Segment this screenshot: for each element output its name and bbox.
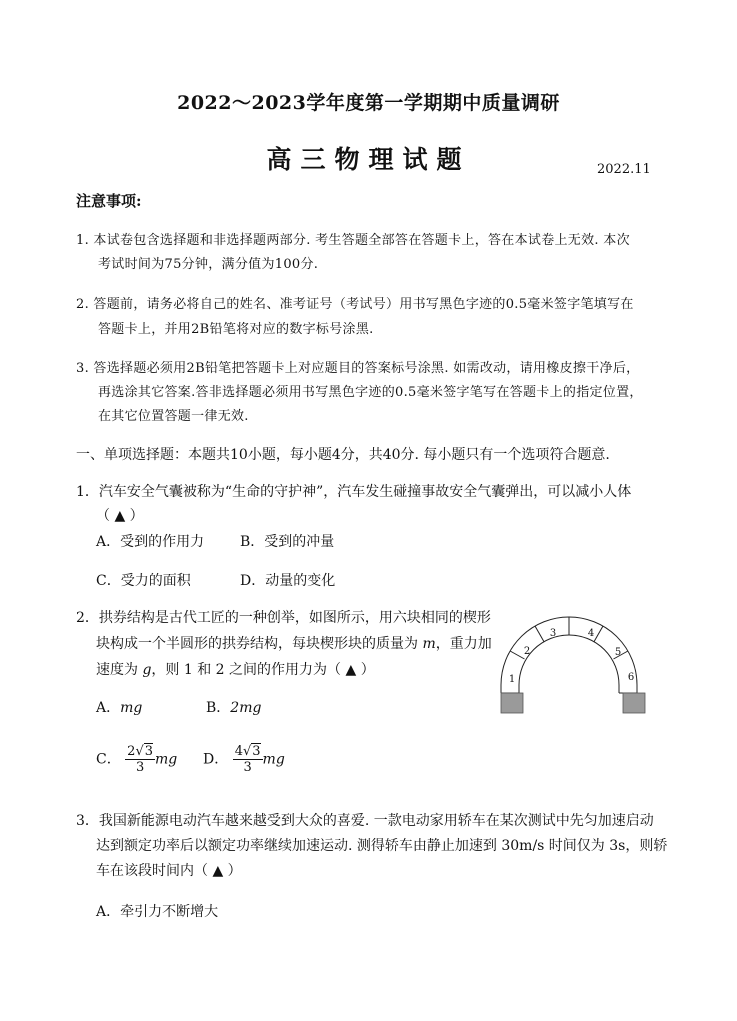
q2-option-d-denominator: 3 <box>243 760 252 775</box>
left-pillar <box>501 693 523 713</box>
note-2-line-1: 2. 答题前，请务必将自己的姓名、准考证号（考试号）用书写黑色字迹的0.5毫米签字笔填写在 <box>76 297 634 312</box>
q2-line3-text-a: 速度为 <box>96 662 143 678</box>
q1-stem-line-2: （ ▲ ） <box>96 508 144 524</box>
arch-joint-2-3 <box>535 626 544 642</box>
notes-heading: 注意事项: <box>76 192 142 210</box>
q2-option-a-label: A． <box>96 700 121 716</box>
q2-option-b-value: 2mg <box>230 700 262 716</box>
q3-stem-line-2: 达到额定功率后以额定功率继续加速运动. 测得轿车由静止加速到 30m/s 时间仅为 3s，则轿 <box>96 838 668 854</box>
section-heading: 一、单项选择题：本题共10小题，每小题4分，共40分. 每小题只有一个选项符合题意. <box>76 447 610 463</box>
q2-stem-line-1: 2．拱券结构是古代工匠的一种创举，如图所示，用六块相同的楔形 <box>76 610 491 626</box>
q3-stem-line-1: 3．我国新能源电动汽车越来越受到大众的喜爱. 一款电动家用轿车在某次测试中先匀加速启动 <box>76 813 654 829</box>
note-1-line-1: 1. 本试卷包含选择题和非选择题两部分. 考生答题全部答在答题卡上，答在本试卷上无效. 本次 <box>76 233 630 248</box>
note-3-line-1: 3. 答选择题必须用2B铅笔把答题卡上对应题目的答案标号涂黑. 如需改动，请用橡皮擦干净后， <box>76 361 640 376</box>
arch-figure <box>495 615 655 715</box>
arch-block-label-2: 2 <box>523 646 531 657</box>
arch-joint-1-2 <box>510 651 524 659</box>
arch-block-label-3: 3 <box>549 628 557 639</box>
q1-option-d: D．动量的变化 <box>240 573 336 589</box>
q2-gravity-symbol: g <box>142 662 152 678</box>
q2-option-c-mg: mg <box>155 751 178 768</box>
right-pillar <box>623 693 645 713</box>
q2-line2-text-a: 块构成一个半圆形的拱券结构，每块楔形块的质量为 <box>96 636 423 652</box>
q2-option-b <box>206 697 261 717</box>
q2-option-c <box>96 744 177 775</box>
exam-date: 2022.11 <box>597 162 651 177</box>
q3-stem-line-3: 车在该段时间内（ ▲ ） <box>96 863 242 879</box>
q2-option-a <box>96 697 142 717</box>
q2-option-c-root: 3 <box>144 744 154 759</box>
subject-title: 高三物理试题 <box>266 145 471 174</box>
q2-option-d-mg: mg <box>262 751 285 768</box>
arch-inner-edge <box>519 635 622 693</box>
q1-option-c: C．受力的面积 <box>96 573 191 589</box>
q3-option-a: A．牵引力不断增大 <box>96 904 219 920</box>
q2-option-d-fraction: $\frac{4√3}{3}$ <box>234 744 261 775</box>
note-1-line-2: 考试时间为75分钟，满分值为100分. <box>98 257 319 272</box>
q2-option-c-coef: 2 <box>127 744 136 759</box>
exam-title: 2022～2023学年度第一学期期中质量调研 <box>177 92 560 114</box>
q2-option-c-label: C． <box>96 751 121 768</box>
arch-block-label-4: 4 <box>587 628 595 639</box>
q2-option-a-value: mg <box>120 700 143 716</box>
note-3-line-2: 再选涂其它答案.答非选择题必须用书写黑色字迹的0.5毫米签字笔写在答题卡上的指定位置， <box>98 385 643 400</box>
q1-option-b: B．受到的冲量 <box>240 534 335 550</box>
q2-option-c-denominator: 3 <box>135 760 145 775</box>
q2-option-d-root: 3 <box>252 744 261 759</box>
q2-stem-line-2 <box>96 633 492 653</box>
q1-option-a: A．受到的作用力 <box>96 534 205 550</box>
q2-mass-symbol: m <box>422 636 436 652</box>
q2-stem-line-3 <box>96 659 375 679</box>
q2-option-d-coef: 4 <box>234 744 243 759</box>
q2-option-b-label: B． <box>206 700 231 716</box>
arch-block-label-1: 1 <box>508 674 516 685</box>
note-3-line-3: 在其它位置答题一律无效. <box>98 409 249 424</box>
arch-block-label-5: 5 <box>614 647 622 658</box>
q2-option-d <box>203 744 285 775</box>
arch-joint-4-5 <box>594 626 603 642</box>
note-2-line-2: 答题卡上，并用2B铅笔将对应的数字标号涂黑. <box>98 322 374 337</box>
q2-option-c-fraction: $\frac{2√3}{3}$ <box>127 744 154 775</box>
q2-line2-text-b: ，重力加 <box>435 636 492 652</box>
q2-line3-text-b: ，则 1 和 2 之间的作用力为（ ▲ ） <box>151 662 375 678</box>
q2-option-d-label: D． <box>203 751 229 768</box>
q1-stem-line-1: 1．汽车安全气囊被称为“生命的守护神”，汽车发生碰撞事故安全气囊弹出，可以减小人体 <box>76 484 632 500</box>
arch-block-label-6: 6 <box>627 672 635 683</box>
